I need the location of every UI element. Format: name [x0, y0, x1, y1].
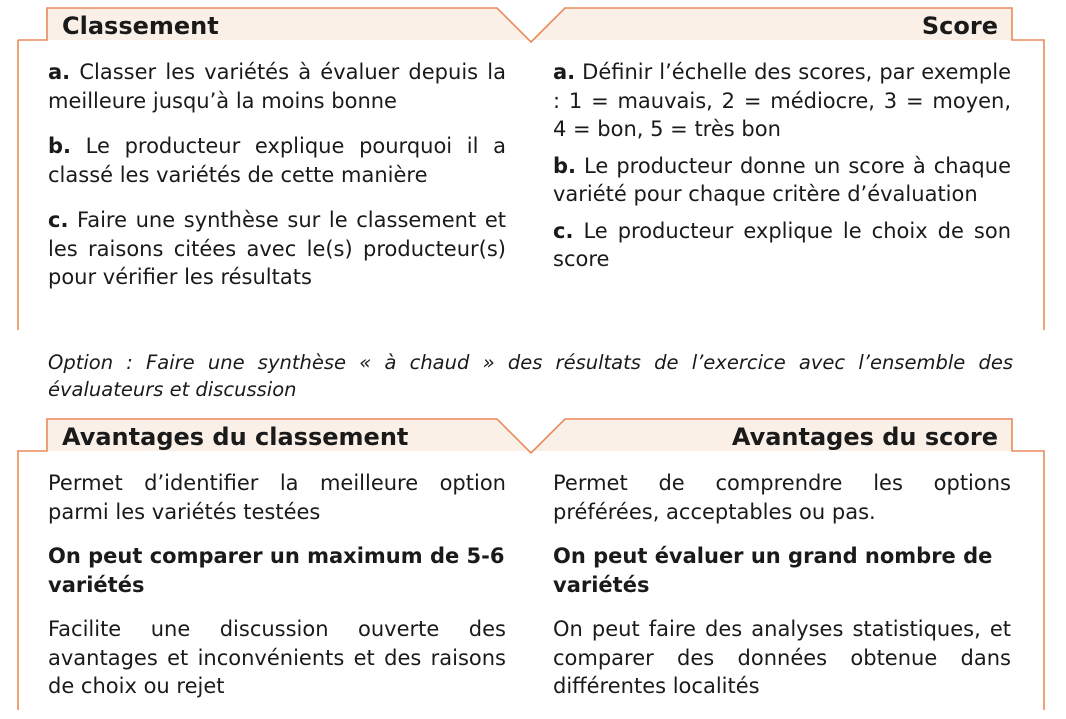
list-item: On peut faire des analyses statistiques, et comparer des données obtenue dans différentes localités: [553, 617, 1011, 698]
score-step-a: [553, 58, 1011, 144]
classement-title: Classement: [62, 12, 219, 40]
step-label: c.: [553, 218, 574, 243]
list-item: On peut évaluer un grand nombre de variétés: [553, 544, 993, 597]
step-text: Faire une synthèse sur le classement et les raisons citées avec le(s) producteur(s) pour vérifier les résultats: [48, 208, 506, 289]
score-steps: [553, 58, 1011, 292]
avantages-classement-title: Avantages du classement: [62, 423, 409, 451]
step-label: b.: [553, 153, 577, 178]
score-step-b: [553, 152, 1011, 209]
classement-steps: [48, 58, 506, 310]
classement-step-b: [48, 132, 506, 189]
list-item: Facilite une discussion ouverte des avantages et inconvénients et des raisons de choix ou rejet: [48, 617, 506, 698]
classement-step-c: [48, 206, 506, 292]
list-item: On peut comparer un maximum de 5-6 variétés: [48, 544, 505, 597]
score-title: Score: [921, 12, 998, 40]
score-step-c: [553, 217, 1011, 274]
step-text: Le producteur explique le choix de son score: [553, 218, 1011, 271]
step-text: Le producteur explique pourquoi il a classé les variétés de cette manière: [48, 134, 506, 187]
step-text: Le producteur donne un score à chaque variété pour chaque critère d’évaluation: [553, 153, 1011, 206]
step-label: a.: [553, 60, 576, 84]
step-label: b.: [48, 134, 72, 158]
avantages-score-list: [553, 469, 1011, 719]
option-note: Option : Faire une synthèse « à chaud » des résultats de l’exercice avec l’ensemble des évaluateurs et discussion: [48, 351, 1013, 401]
step-text: Définir l’échelle des scores, par exemple : 1 = mauvais, 2 = médiocre, 3 = moyen, 4 = bon, 5 = très bon: [553, 60, 1011, 141]
list-item: Permet de comprendre les options préférées, acceptables ou pas.: [553, 471, 1011, 524]
avantages-score-title: Avantages du score: [731, 423, 998, 451]
step-label: c.: [48, 208, 69, 232]
avantages-classement-list: [48, 469, 506, 719]
classement-step-a: [48, 58, 506, 115]
step-text: Classer les variétés à évaluer depuis la meilleure jusqu’à la moins bonne: [48, 60, 506, 113]
list-item: Permet d’identifier la meilleure option parmi les variétés testées: [48, 471, 506, 524]
step-label: a.: [48, 60, 71, 84]
